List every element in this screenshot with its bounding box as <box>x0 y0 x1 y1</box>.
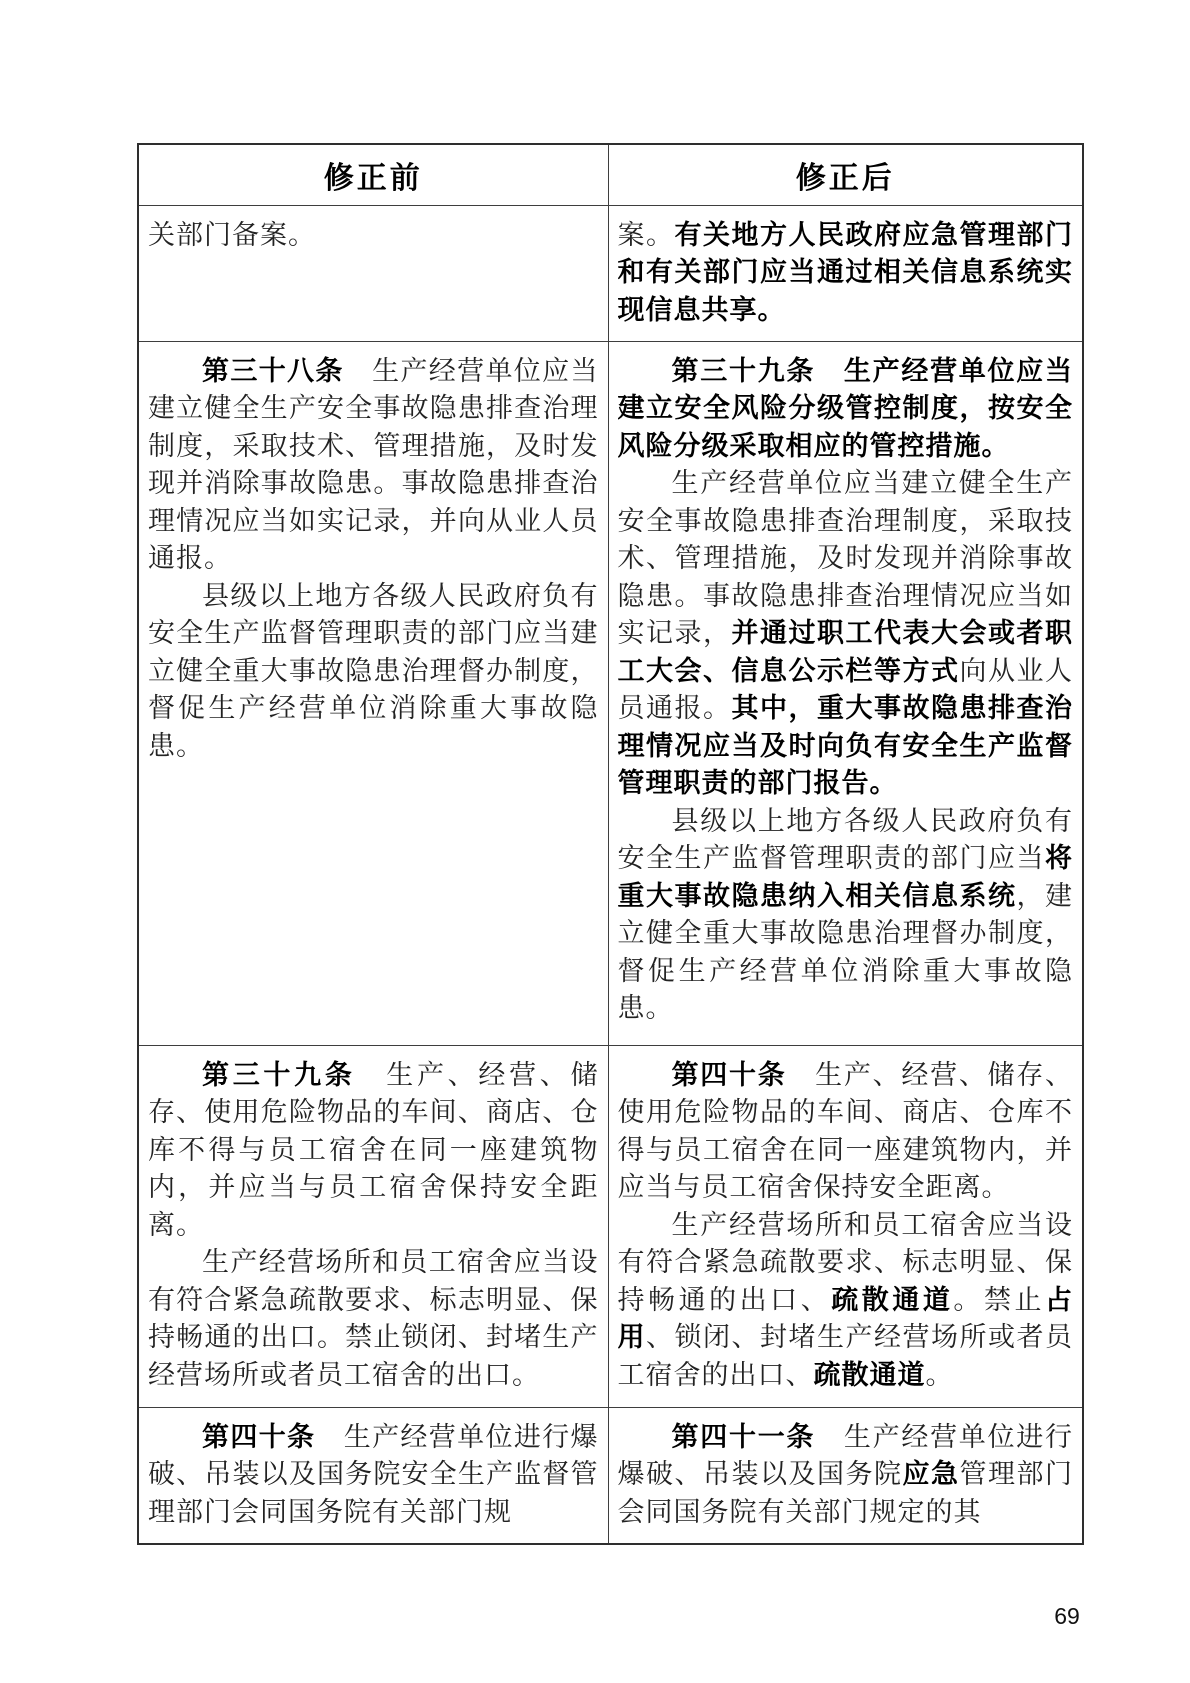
paragraph <box>618 217 1074 330</box>
table-row <box>138 1045 1083 1407</box>
comparison-table <box>137 143 1084 1545</box>
text-run: 县级以上地方各级人民政府负有安全生产监督管理职责的部门应当 <box>617 805 1073 873</box>
cell-content <box>148 1057 599 1407</box>
bold-text-run: 应急 <box>902 1459 960 1489</box>
text-run: ，建立健全重大事故隐患治理督办制度，督促生产经营单位消除重大事故隐患。 <box>617 880 1073 1023</box>
text-run: 生产经营场所和员工宿舍应当设有符合紧急疏散要求、标志明显、保持畅通的出口、 <box>617 1209 1073 1315</box>
cell-after <box>608 205 1083 341</box>
paragraph <box>148 353 599 578</box>
paragraph <box>618 1057 1074 1207</box>
bold-text-run: 其中，重大事故隐患排查治理情况应当及时向负有安全生产监督管理职责的部门报告。 <box>617 693 1073 798</box>
paragraph <box>148 217 599 255</box>
cell-before <box>138 341 608 1045</box>
text-run: 生产经营单位应当建立健全生产安全事故隐患排查治理制度，采取技术、管理措施，及时发现并消除事故隐患。事故隐患排查治理情况应当如实记录， <box>617 468 1073 648</box>
text-run: 生产、经营、储存、使用危险物品的车间、商店、仓库不得与员工宿舍在同一座建筑物内，并应当与员工宿舍保持安全距离。 <box>617 1059 1073 1202</box>
cell-content <box>148 217 599 341</box>
bold-text-run: 疏散通道 <box>831 1284 954 1315</box>
text-run: 案。 <box>617 219 675 250</box>
table-row <box>138 341 1083 1045</box>
text-run: 生产经营场所和员工宿舍应当设有符合紧急疏散要求、标志明显、保持畅通的出口。禁止锁闭、封堵生产经营场所或者员工宿舍的出口。 <box>148 1247 599 1390</box>
text-run: 。禁止 <box>953 1284 1046 1315</box>
bold-text-run: 第四十条 <box>671 1059 787 1090</box>
cell-content <box>618 353 1074 1045</box>
cell-before <box>138 205 608 341</box>
table-body <box>138 205 1083 1544</box>
bold-text-run: 第四十条 <box>202 1421 316 1452</box>
cell-before <box>138 1407 608 1544</box>
paragraph <box>618 803 1074 1028</box>
header-after: 修正后 <box>608 144 1083 205</box>
paragraph <box>618 465 1074 803</box>
paragraph <box>618 353 1074 466</box>
bold-text-run: 第三十九条 <box>202 1059 356 1090</box>
paragraph <box>148 1057 599 1245</box>
header-before: 修正前 <box>138 144 608 205</box>
bold-text-run: 第四十一条 <box>671 1421 816 1452</box>
cell-content <box>618 1057 1074 1407</box>
text-run: 关部门备案。 <box>148 219 316 250</box>
text-run: 管理部门会同国务院有关部门规定的其 <box>617 1459 1073 1527</box>
cell-after <box>608 1045 1083 1407</box>
table-header-row <box>138 144 1083 205</box>
table-row <box>138 205 1083 341</box>
paragraph <box>148 1244 599 1394</box>
text-run: 生产、经营、储存、使用危险物品的车间、商店、仓库不得与员工宿舍在同一座建筑物内，并应当与员工宿舍保持安全距离。 <box>148 1059 599 1240</box>
text-run: 生产经营单位应当建立健全生产安全事故隐患排查治理制度，采取技术、管理措施，及时发现并消除事故隐患。事故隐患排查治理情况应当如实记录，并向从业人员通报。 <box>148 355 599 573</box>
bold-text-run: 有关地方人民政府应急管理部门和有关部门应当通过相关信息系统实现信息共享。 <box>617 219 1073 325</box>
bold-text-run: 占用 <box>617 1284 1073 1352</box>
text-run: 生产经营单位进行爆破、吊装以及国务院 <box>617 1421 1073 1489</box>
cell-after <box>608 341 1083 1045</box>
cell-after <box>608 1407 1083 1544</box>
cell-before <box>138 1045 608 1407</box>
text-run: 生产经营单位进行爆破、吊装以及国务院安全生产监督管理部门会同国务院有关部门规 <box>148 1421 599 1527</box>
paragraph <box>148 1419 599 1532</box>
paragraph <box>148 578 599 766</box>
text-run: 。 <box>925 1359 954 1390</box>
cell-content <box>618 1419 1074 1543</box>
text-run: 、锁闭、封堵生产经营场所或者员工宿舍的出口、 <box>617 1322 1073 1390</box>
bold-text-run: 第三十八条 <box>202 355 344 386</box>
bold-text-run: 疏散通道 <box>813 1359 926 1390</box>
cell-content <box>148 353 599 1045</box>
text-run: 向从业人员通报。 <box>617 655 1073 723</box>
paragraph <box>618 1419 1074 1532</box>
bold-text-run: 将重大事故隐患纳入相关信息系统 <box>617 843 1073 911</box>
table-row <box>138 1407 1083 1544</box>
cell-content <box>618 217 1074 341</box>
page-number: 69 <box>1054 1603 1080 1629</box>
bold-text-run: 并通过职工代表大会或者职工大会、信息公示栏等方式 <box>617 618 1073 686</box>
text-run: 县级以上地方各级人民政府负有安全生产监督管理职责的部门应当建立健全重大事故隐患治理督办制度，督促生产经营单位消除重大事故隐患。 <box>148 580 599 761</box>
cell-content <box>148 1419 599 1543</box>
bold-text-run: 第三十九条 生产经营单位应当建立安全风险分级管控制度，按安全风险分级采取相应的管控措施。 <box>617 355 1073 461</box>
paragraph <box>618 1207 1074 1395</box>
